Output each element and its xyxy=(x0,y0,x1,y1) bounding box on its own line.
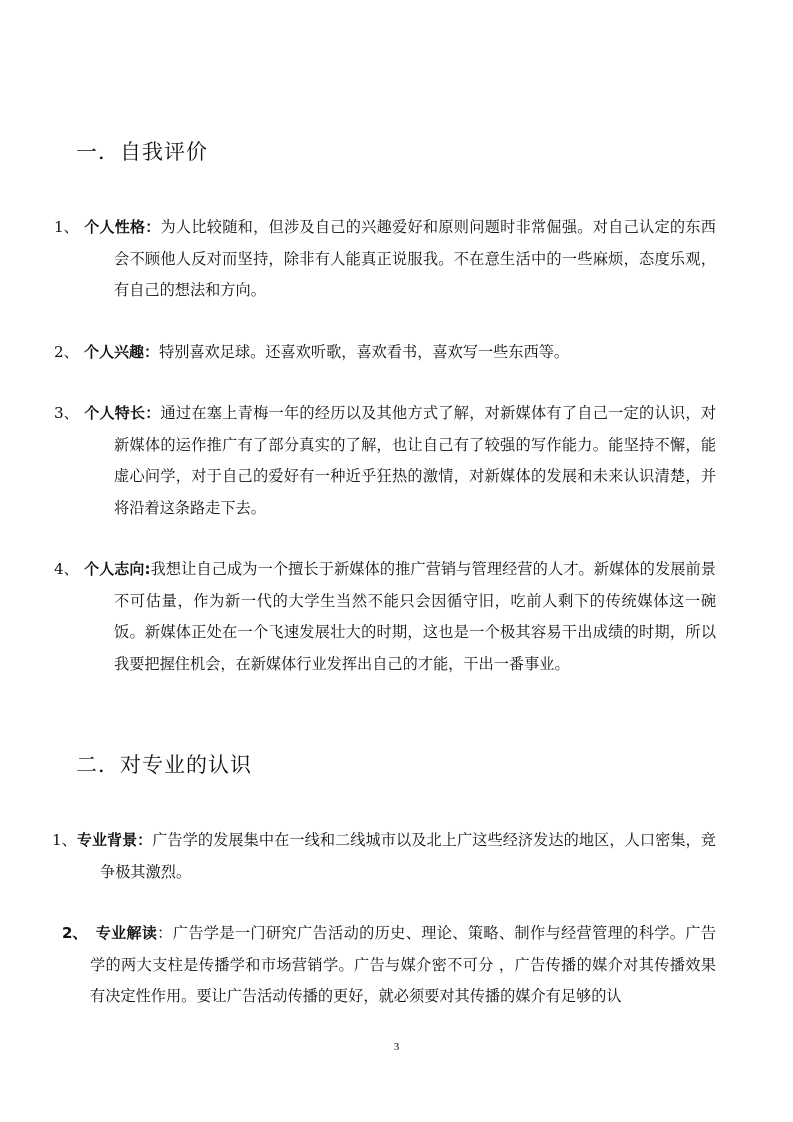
item-separator: ： xyxy=(145,218,161,236)
item-label: 专业背景 xyxy=(76,831,138,849)
list-item-personality: 1、 个人性格：为人比较随和，但涉及自己的兴趣爱好和原则问题时非常倔强。对自己认定的东西会不顾他人反对而坚持，除非有人能真正说服我。不在意生活中的一些麻烦，态度乐观，有自己的想法和方向。 xyxy=(54,218,716,299)
section-heading-major-understanding: 二．对专业的认识 xyxy=(76,753,252,777)
item-separator: ： xyxy=(137,831,153,849)
item-text: 广告学的发展集中在一线和二线城市以及北上广这些经济发达的地区，人口密集，竞争极其激烈。 xyxy=(100,831,716,881)
item-separator: ： xyxy=(144,343,160,361)
list-item-major-background xyxy=(52,825,716,888)
page-number: 3 xyxy=(393,1041,400,1053)
item-text: 特别喜欢足球。还喜欢听歌，喜欢看书，喜欢写一些东西等。 xyxy=(159,343,570,361)
item-label: 个人特长 xyxy=(84,404,146,422)
item-text: 通过在塞上青梅一年的经历以及其他方式了解，对新媒体有了自己一定的认识，对新媒体的运作推广有了部分真实的了解，也让自己有了较强的写作能力。能坚持不懈，能虚心问学，对于自己的爱好有一种近乎狂热的激情，对新媒体的发展和未来认识清楚，并将沿着这条路走下去。 xyxy=(114,404,716,517)
item-label: 专业解读 xyxy=(95,924,158,942)
list-item-aspiration: 4、 个人志向:我想让自己成为一个擅长于新媒体的推广营销与管理经营的人才。新媒体的发展前景不可估量，作为新一代的大学生当然不能只会因循守旧，吃前人剩下的传统媒体这一碗饭。新媒体正处在一个飞速发展壮大的时期，这也是一个极其容易干出成绩的时期，所以我要把握住机会，在新媒体行业发挥出自己的才能，干出一番事业。 xyxy=(54,560,716,673)
item-text: 我想让自己成为一个擅长于新媒体的推广营销与管理经营的人才。新媒体的发展前景不可估量，作为新一代的大学生当然不能只会因循守旧，吃前人剩下的传统媒体这一碗饭。新媒体正处在一个飞速发展壮大的时期，这也是一个极其容易干出成绩的时期，所以我要把握住机会，在新媒体行业发挥出自己的才能，干出一番事业。 xyxy=(114,560,716,673)
item-separator: : xyxy=(144,560,151,578)
item-label: 个人兴趣 xyxy=(84,343,145,361)
list-item-interests: 2、 个人兴趣：特别喜欢足球。还喜欢听歌，喜欢看书，喜欢写一些东西等。 xyxy=(54,343,570,361)
item-label: 个人性格 xyxy=(84,218,146,236)
list-item-strengths: 3、 个人特长：通过在塞上青梅一年的经历以及其他方式了解，对新媒体有了自己一定的认识，对新媒体的运作推广有了部分真实的了解，也让自己有了较强的写作能力。能坚持不懈，能虚心问学，对于自己的爱好有一种近乎狂热的激情，对新媒体的发展和未来认识清楚，并将沿着这条路走下去。 xyxy=(54,404,716,517)
item-number: 1、 xyxy=(52,831,77,849)
item-separator: ： xyxy=(157,924,173,942)
item-label: 个人志向 xyxy=(84,560,145,578)
item-text: 广告学是一门研究广告活动的历史、理论、策略、制作与经营管理的科学。广告学的两大支柱是传播学和市场营销学。广告与媒介密不可分 ，广告传播的媒介对其传播效果有决定性作用。要让广告活动传播的更好，就必须要对其传播的媒介有足够的认 xyxy=(90,924,717,1005)
section-heading-self-evaluation: 一．自我评价 xyxy=(76,140,208,164)
list-item-major-interpretation xyxy=(62,918,717,1013)
item-number: 2、 xyxy=(62,924,88,942)
item-separator: ： xyxy=(145,404,161,422)
item-text: 为人比较随和，但涉及自己的兴趣爱好和原则问题时非常倔强。对自己认定的东西会不顾他人反对而坚持，除非有人能真正说服我。不在意生活中的一些麻烦，态度乐观，有自己的想法和方向。 xyxy=(114,218,716,299)
